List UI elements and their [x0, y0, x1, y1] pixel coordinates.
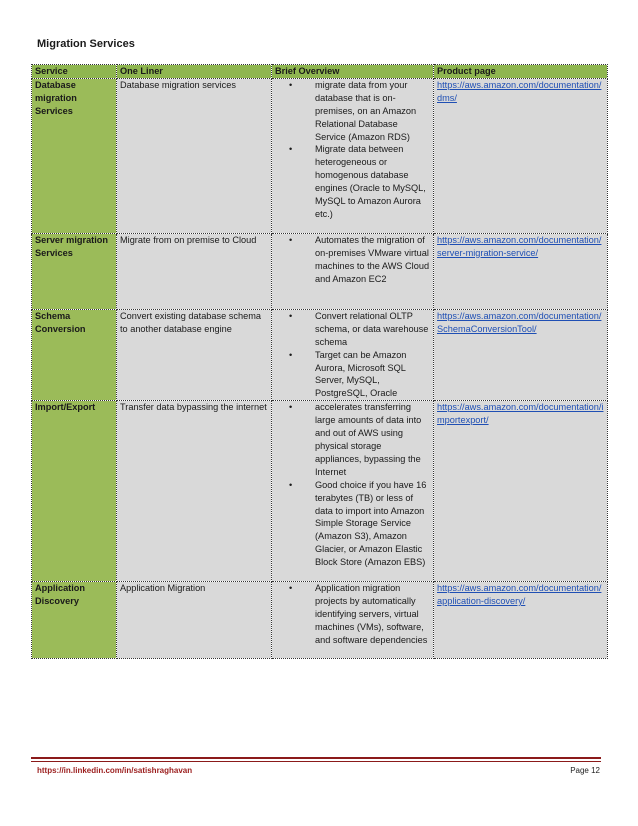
service-name: Import/Export: [32, 401, 117, 582]
brief-overview: [272, 309, 434, 400]
service-name: Application Discovery: [32, 582, 117, 659]
product-page: [434, 309, 608, 400]
service-name: Database migration Services: [32, 78, 117, 233]
brief-overview: [272, 233, 434, 309]
header-product-page: Product page: [434, 65, 608, 79]
one-liner: Database migration services: [117, 78, 272, 233]
product-page: [434, 78, 608, 233]
brief-overview: [272, 401, 434, 582]
overview-bullet: • migrate data from your database that is on-premises, on an Amazon Relational Database Service (Amazon RDS): [315, 79, 430, 144]
table-row: [32, 401, 608, 582]
table-row: [32, 582, 608, 659]
product-page: [434, 582, 608, 659]
service-name: Schema Conversion: [32, 309, 117, 400]
product-page-link[interactable]: https://aws.amazon.com/documentation/application-discovery/: [437, 583, 602, 607]
table-row: [32, 78, 608, 233]
header-brief-overview: Brief Overview: [272, 65, 434, 79]
overview-bullet: • Convert relational OLTP schema, or data warehouse schema: [315, 310, 430, 349]
section-title: Migration Services: [37, 38, 135, 50]
one-liner: Transfer data bypassing the internet: [117, 401, 272, 582]
one-liner: Application Migration: [117, 582, 272, 659]
overview-bullet: • Migrate data between heterogeneous or homogenous database engines (Oracle to MySQL, MySQL to Amazon Aurora etc.): [315, 143, 430, 220]
header-one-liner: One Liner: [117, 65, 272, 79]
overview-bullet: • Application migration projects by automatically identifying servers, virtual machines (VMs), software, and software dependencies: [315, 582, 430, 647]
overview-bullet: • Target can be Amazon Aurora, Microsoft SQL Server, MySQL, PostgreSQL, Oracle: [315, 349, 430, 401]
overview-bullet: • Good choice if you have 16 terabytes (TB) or less of data to import into Amazon Simple Storage Service (Amazon S3), Amazon Glacier, or Amazon Elastic Block Store (Amazon EBS): [315, 479, 430, 569]
footer-rule-thin: [31, 761, 601, 762]
brief-overview: [272, 78, 434, 233]
overview-bullet: • Automates the migration of on-premises VMware virtual machines to the AWS Cloud and Amazon EC2: [315, 234, 430, 286]
header-service: Service: [32, 65, 117, 79]
product-page-link[interactable]: https://aws.amazon.com/documentation/server-migration-service/: [437, 234, 602, 258]
page-number: Page 12: [570, 766, 600, 775]
service-name: Server migration Services: [32, 233, 117, 309]
table-header-row: [32, 65, 608, 79]
product-page: [434, 233, 608, 309]
brief-overview: [272, 582, 434, 659]
migration-services-table: [31, 64, 608, 659]
product-page-link[interactable]: https://aws.amazon.com/documentation/SchemaConversionTool/: [437, 310, 602, 334]
one-liner: Convert existing database schema to another database engine: [117, 309, 272, 400]
footer-rule-thick: [31, 757, 601, 759]
one-liner: Migrate from on premise to Cloud: [117, 233, 272, 309]
overview-bullet: • accelerates transferring large amounts of data into and out of AWS using physical storage appliances, bypassing the Internet: [315, 401, 430, 478]
table-row: [32, 233, 608, 309]
product-page-link[interactable]: https://aws.amazon.com/documentation/dms/: [437, 79, 602, 103]
table-row: [32, 309, 608, 400]
footer-linkedin-link[interactable]: https://in.linkedin.com/in/satishraghavan: [37, 766, 193, 775]
product-page-link[interactable]: https://aws.amazon.com/documentation/importexport/: [437, 402, 604, 426]
product-page: [434, 401, 608, 582]
